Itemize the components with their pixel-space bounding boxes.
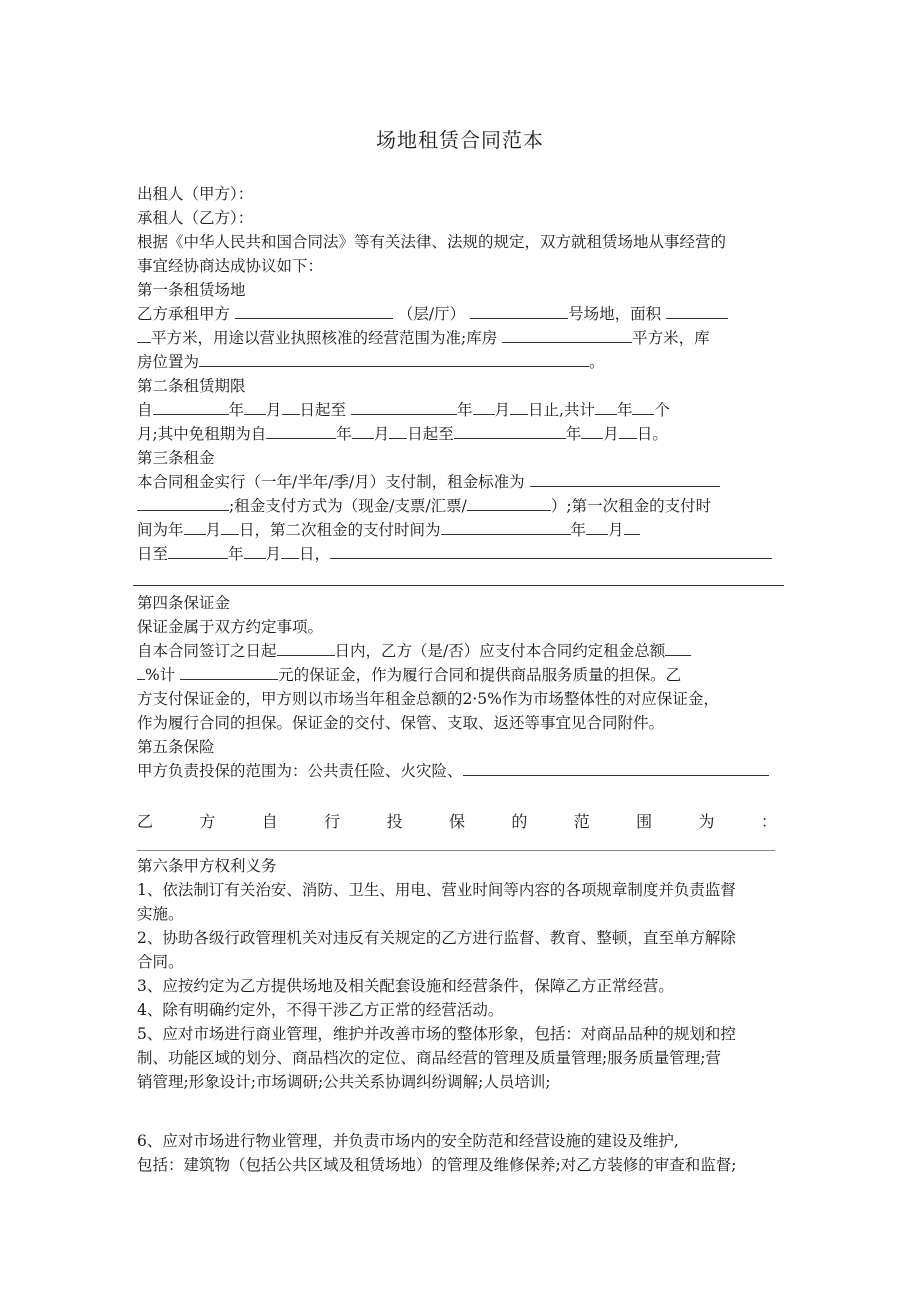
article-6-item-1-line-2: 实施。 <box>137 905 184 923</box>
blank-storage-area <box>502 328 632 343</box>
article-4-line-1: 保证金属于双方约定事项。 <box>137 618 324 636</box>
article-4-line-5: 作为履行合同的担保。保证金的交付、保管、支取、返还等事宜见合同附件。 <box>137 714 665 732</box>
article-2-line-2: 月;其中免租期为自 年 月 日起至 年 月 日。 <box>137 425 668 443</box>
blank-rent-standard <box>530 472 720 487</box>
article-1-line-1: 乙方承租甲方 （层/厅） 号场地，面积 <box>137 304 728 324</box>
article-3-line-2: ;租金支付方式为（现金/支票/汇票/ ）;第一次租金的支付时 <box>137 496 711 516</box>
article-6-item-4: 4、除有明确约定外，不得干涉乙方正常的经营活动。 <box>137 1001 504 1019</box>
article-1-line-2: 平方米，用途以营业执照核准的经营范围为准;库房 平方米，库 <box>137 328 710 348</box>
article-6-item-6-line-2: 包括：建筑物（包括公共区域及租赁场地）的管理及维修保养;对乙方装修的审查和监督; <box>137 1156 737 1174</box>
article-4-line-3: %计 元的保证金，作为履行合同和提供商品服务质量的担保。乙 <box>137 665 681 685</box>
blank-storage-location <box>199 352 589 367</box>
blank-hall-name <box>235 304 393 319</box>
document-title: 场地租赁合同范本 <box>376 128 544 152</box>
article-1-line-3: 房位置为 。 <box>137 353 605 371</box>
article-5-line-1: 甲方负责投保的范围为：公共责任险、火灾险、 <box>137 761 769 781</box>
article-3-line-1: 本合同租金实行（一年/半年/季/月）支付制，租金标准为 <box>137 472 720 492</box>
article-6-title: 第六条甲方权利义务 <box>137 857 277 875</box>
article-2-title: 第二条租赁期限 <box>137 377 246 395</box>
blank-days <box>277 641 335 656</box>
article-4-line-4: 方支付保证金的，甲方则以市场当年租金总额的2·5%作为市场整体性的对应保证金， <box>137 690 719 708</box>
section-divider <box>133 585 784 586</box>
article-3-line-4: 日至 年 月 日， <box>137 544 772 564</box>
insurance-blank-line <box>137 850 775 851</box>
article-5-line-2: 乙 方 自 行 投 保 的 范 围 为 ： <box>137 812 777 831</box>
article-3-title: 第三条租金 <box>137 449 215 467</box>
article-4-line-2: 自本合同签订之日起 日内，乙方（是/否）应支付本合同约定租金总额 <box>137 641 691 661</box>
article-3-line-3: 间为年 月 日，第二次租金的支付时间为 年 月 <box>137 520 640 540</box>
intro-line-2: 事宜经协商达成协议如下： <box>137 257 324 275</box>
article-4-title: 第四条保证金 <box>137 594 231 612</box>
lessor-line: 出租人（甲方）： <box>137 185 254 203</box>
blank-insurance-lessor <box>463 761 769 776</box>
article-6-item-2-line-2: 合同。 <box>137 953 184 971</box>
article-1-title: 第一条租赁场地 <box>137 281 246 299</box>
article-5-title: 第五条保险 <box>137 738 215 756</box>
article-6-item-2-line-1: 2、协助各级行政管理机关对违反有关规定的乙方进行监督、教育、整顿，直至单方解除 <box>137 929 736 947</box>
article-6-item-5-line-1: 5、应对市场进行商业管理，维护并改善市场的整体形象，包括：对商品品种的规划和控 <box>137 1025 736 1043</box>
article-2-line-1: 自 年 月 日起至 年 月 日止,共计 年 个 <box>137 401 670 419</box>
article-6-item-1-line-1: 1、依法制订有关治安、消防、卫生、用电、营业时间等内容的各项规章制度并负责监督 <box>137 881 736 899</box>
article-6-item-3: 3、应按约定为乙方提供场地及相关配套设施和经营条件，保障乙方正常经营。 <box>137 977 674 995</box>
lessee-line: 承租人（乙方）： <box>137 209 254 227</box>
blank-lot-number <box>470 304 568 319</box>
intro-line-1: 根据《中华人民共和国合同法》等有关法律、法规的规定，双方就租赁场地从事经营的 <box>137 233 727 251</box>
blank-area <box>666 304 728 319</box>
article-6-item-6-line-1: 6、应对市场进行物业管理，并负责市场内的安全防范和经营设施的建设及维护, <box>137 1132 679 1150</box>
article-6-item-5-line-2: 制、功能区域的划分、商品档次的定位、商品经营的管理及质量管理;服务质量管理;营 <box>137 1049 721 1067</box>
blank-deposit-amount <box>180 665 278 680</box>
article-6-item-5-line-3: 销管理;形象设计;市场调研;公共关系协调纠纷调解;人员培训; <box>137 1073 551 1091</box>
